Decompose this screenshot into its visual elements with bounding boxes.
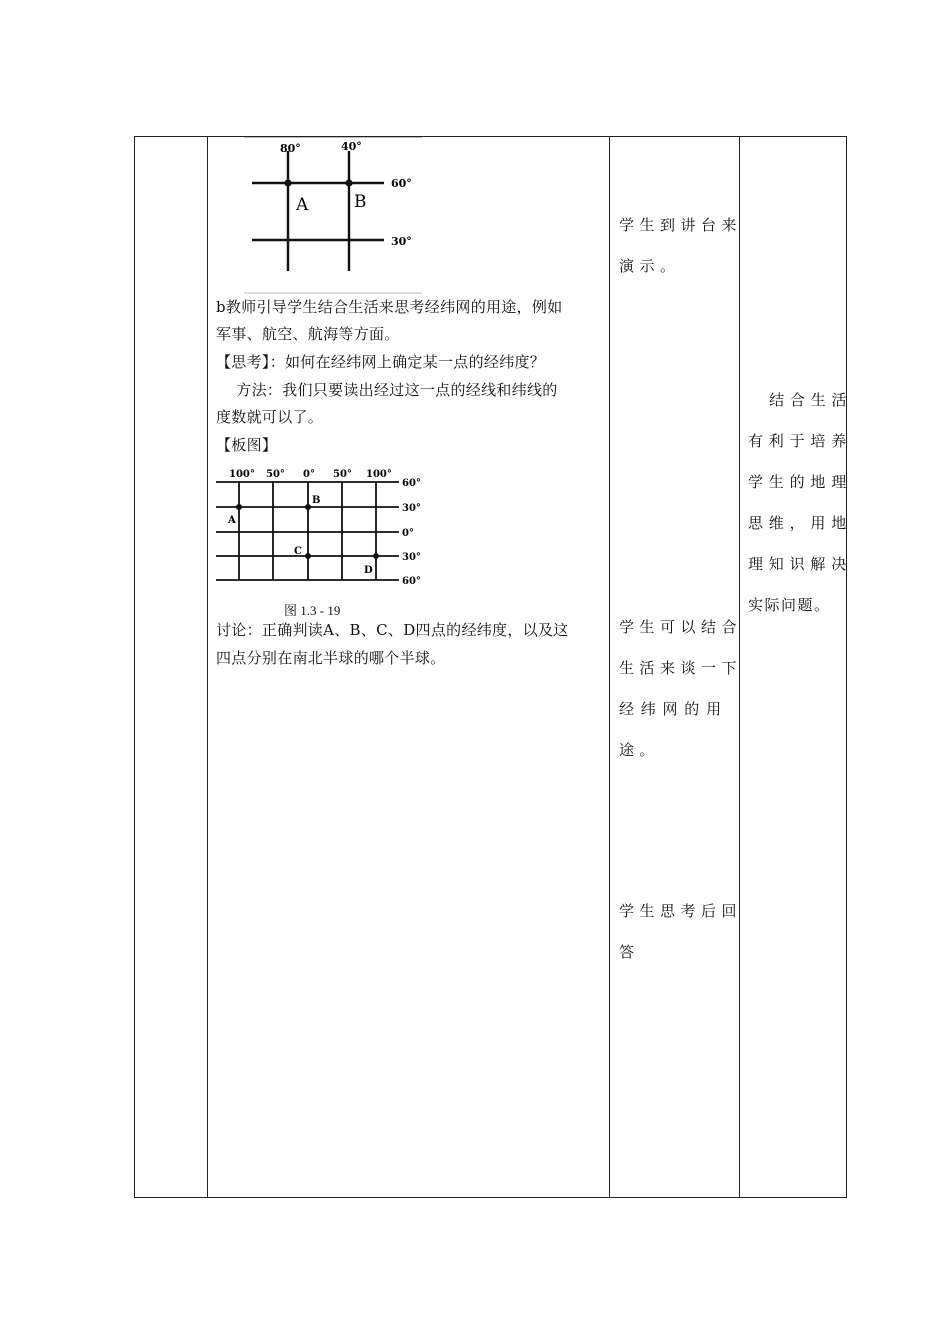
meridian-label: 100°: [229, 469, 255, 480]
parallel-label: 60°: [402, 478, 421, 489]
student-activity-cell: [610, 137, 743, 1197]
method-line: 方法：我们只要读出经过这一点的经线和纬线的: [216, 381, 558, 399]
point-a-marker: [284, 179, 291, 186]
teacher-activity-cell: [208, 137, 609, 1197]
design-intent-cell: [740, 137, 853, 1197]
point-b-marker: [305, 504, 311, 510]
design-text-line: 思维，用地: [748, 514, 853, 532]
meridian-label: 0°: [303, 469, 315, 480]
point-b-label: B: [312, 495, 321, 506]
parallel-label: 30°: [402, 503, 421, 514]
point-a-label: A: [296, 195, 309, 215]
point-d-label: D: [364, 565, 373, 576]
figure-lat-long-grid-2: [216, 465, 436, 585]
point-b-marker: [345, 179, 352, 186]
think-heading: 【思考】：如何在经纬网上确定某一点的经纬度？: [216, 353, 546, 371]
method-line: 度数就可以了。: [216, 408, 324, 426]
meridian-label: 50°: [266, 469, 285, 480]
student-text-line: 学生思考后回: [619, 902, 743, 920]
paragraph-line: 军事、航空、航海等方面。: [216, 325, 400, 343]
figure-lat-long-grid-1: [244, 137, 434, 297]
meridian-label: 100°: [366, 469, 392, 480]
design-text-line: 有利于培养: [748, 432, 853, 450]
parallel-label: 60°: [391, 177, 412, 190]
point-a-label: A: [228, 515, 236, 526]
lesson-table: [134, 136, 853, 1198]
student-text-line: 途。: [619, 741, 661, 759]
student-text-line: 生活来谈一下: [619, 659, 743, 677]
parallel-label: 30°: [391, 235, 412, 248]
design-text-line: 学生的地理: [748, 473, 853, 491]
design-text-line: 结合生活: [748, 391, 853, 409]
student-text-line: 经 纬 网 的 用: [619, 700, 723, 718]
point-c-label: C: [294, 546, 302, 557]
design-text-line: 理知识解决: [748, 555, 853, 573]
point-c-marker: [305, 553, 311, 559]
student-text-line: 学生可以结合: [619, 618, 743, 636]
figure-caption: 图 1.3 - 19: [284, 603, 341, 618]
student-text-line: 学生到讲台来: [619, 216, 743, 234]
point-d-marker: [373, 553, 379, 559]
meridian-label: 40°: [341, 140, 362, 153]
parallel-label: 30°: [402, 552, 421, 563]
parallel-label: 0°: [402, 528, 414, 539]
paragraph-line: b教师引导学生结合生活来思考经纬网的用途，例如: [216, 298, 563, 316]
meridian-label: 80°: [280, 142, 301, 155]
point-a-marker: [236, 504, 242, 510]
student-text-line: 答: [619, 943, 640, 961]
stage-cell: [135, 137, 207, 1197]
point-b-label: B: [354, 192, 367, 212]
parallel-label: 60°: [402, 576, 421, 585]
student-text-line: 演示。: [619, 257, 681, 275]
discussion-line: 讨论：正确判读A、B、C、D四点的经纬度，以及这: [216, 621, 569, 639]
design-text-line: 实际问题。: [748, 596, 831, 614]
board-label: 【板图】: [216, 436, 278, 454]
meridian-label: 50°: [333, 469, 352, 480]
discussion-line: 四点分别在南北半球的哪个半球。: [216, 649, 446, 667]
